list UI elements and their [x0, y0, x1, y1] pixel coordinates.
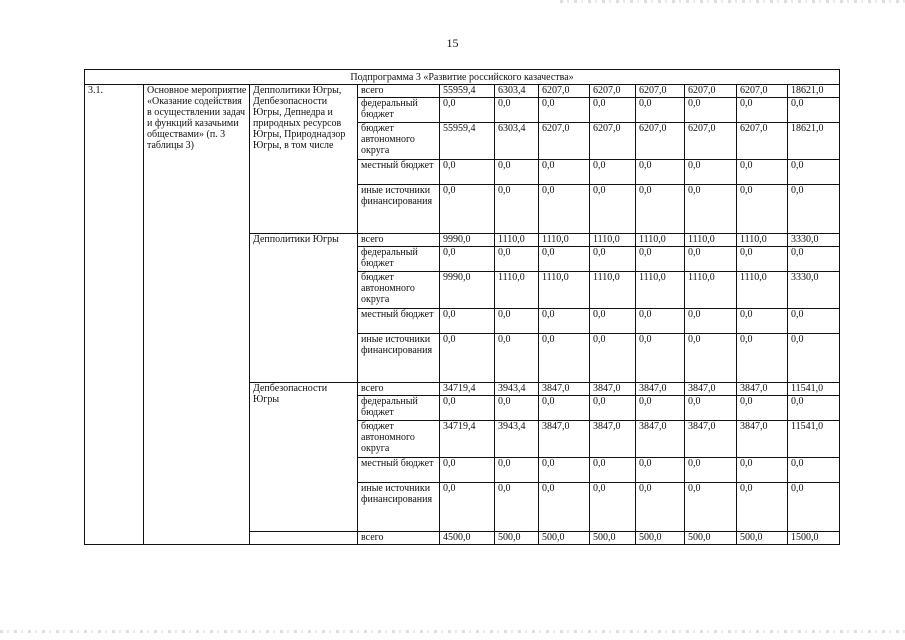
executor-cell [250, 532, 358, 545]
amount-cell: 0,0 [636, 98, 685, 123]
amount-cell: 0,0 [590, 98, 636, 123]
amount-cell: 0,0 [539, 247, 590, 272]
amount-cell: 4500,0 [440, 532, 495, 545]
amount-cell: 1110,0 [636, 234, 685, 247]
amount-cell: 0,0 [440, 309, 495, 334]
amount-cell: 0,0 [737, 98, 788, 123]
amount-cell: 0,0 [788, 458, 840, 483]
amount-cell: 1110,0 [737, 234, 788, 247]
amount-cell: 0,0 [685, 160, 737, 185]
amount-cell: 18621,0 [788, 123, 840, 160]
page-number: 15 [446, 36, 459, 50]
amount-cell: 3847,0 [685, 421, 737, 458]
amount-cell: 0,0 [685, 483, 737, 532]
amount-cell: 3943,4 [495, 421, 539, 458]
amount-cell: 11541,0 [788, 383, 840, 396]
amount-cell: 0,0 [440, 185, 495, 234]
amount-cell: 0,0 [495, 458, 539, 483]
amount-cell: 3943,4 [495, 383, 539, 396]
funding-source-cell: местный бюджет [358, 309, 440, 334]
amount-cell: 0,0 [440, 483, 495, 532]
amount-cell: 0,0 [685, 98, 737, 123]
funding-source-cell: иные источники финансирования [358, 483, 440, 532]
amount-cell: 0,0 [495, 334, 539, 383]
amount-cell: 0,0 [495, 185, 539, 234]
executor-cell: Депполитики Югры, Депбезопасности Югры, Депнедра и природных ресурсов Югры, Природнадзор Югры, в том числе [250, 85, 358, 234]
amount-cell: 0,0 [495, 396, 539, 421]
amount-cell: 0,0 [636, 247, 685, 272]
amount-cell: 1500,0 [788, 532, 840, 545]
amount-cell: 9990,0 [440, 234, 495, 247]
amount-cell: 0,0 [590, 483, 636, 532]
funding-source-cell: федеральный бюджет [358, 98, 440, 123]
amount-cell: 6207,0 [636, 85, 685, 98]
amount-cell: 0,0 [788, 98, 840, 123]
amount-cell: 0,0 [590, 334, 636, 383]
amount-cell: 3847,0 [539, 421, 590, 458]
amount-cell: 1110,0 [539, 234, 590, 247]
amount-cell: 0,0 [539, 185, 590, 234]
amount-cell: 6207,0 [685, 123, 737, 160]
amount-cell: 0,0 [685, 185, 737, 234]
funding-source-cell: иные источники финансирования [358, 185, 440, 234]
amount-cell: 0,0 [495, 160, 539, 185]
amount-cell: 6303,4 [495, 123, 539, 160]
amount-cell: 0,0 [788, 396, 840, 421]
amount-cell: 500,0 [495, 532, 539, 545]
amount-cell: 6207,0 [636, 123, 685, 160]
amount-cell: 1110,0 [737, 272, 788, 309]
amount-cell: 0,0 [440, 98, 495, 123]
amount-cell: 0,0 [539, 309, 590, 334]
amount-cell: 0,0 [590, 458, 636, 483]
amount-cell: 0,0 [539, 334, 590, 383]
amount-cell: 0,0 [737, 160, 788, 185]
amount-cell: 3847,0 [590, 421, 636, 458]
amount-cell: 55959,4 [440, 123, 495, 160]
amount-cell: 0,0 [788, 483, 840, 532]
amount-cell: 1110,0 [636, 272, 685, 309]
amount-cell: 9990,0 [440, 272, 495, 309]
amount-cell: 0,0 [788, 309, 840, 334]
amount-cell: 1110,0 [539, 272, 590, 309]
amount-cell: 0,0 [590, 185, 636, 234]
funding-source-cell: всего [358, 532, 440, 545]
amount-cell: 0,0 [788, 334, 840, 383]
amount-cell: 0,0 [539, 160, 590, 185]
funding-source-cell: иные источники финансирования [358, 334, 440, 383]
amount-cell: 0,0 [539, 396, 590, 421]
amount-cell: 0,0 [737, 247, 788, 272]
funding-source-cell: всего [358, 85, 440, 98]
subprogram-title: Подпрограмма 3 «Развитие российского казачества» [85, 70, 840, 85]
amount-cell: 1110,0 [590, 272, 636, 309]
amount-cell: 0,0 [440, 160, 495, 185]
amount-cell: 0,0 [495, 309, 539, 334]
amount-cell: 3847,0 [636, 421, 685, 458]
amount-cell: 0,0 [636, 396, 685, 421]
executor-cell: Депбезопасности Югры [250, 383, 358, 532]
amount-cell: 0,0 [590, 247, 636, 272]
amount-cell: 0,0 [440, 334, 495, 383]
amount-cell: 0,0 [636, 185, 685, 234]
amount-cell: 6303,4 [495, 85, 539, 98]
amount-cell: 500,0 [590, 532, 636, 545]
amount-cell: 6207,0 [590, 85, 636, 98]
amount-cell: 500,0 [636, 532, 685, 545]
amount-cell: 1110,0 [590, 234, 636, 247]
amount-cell: 0,0 [440, 247, 495, 272]
amount-cell: 6207,0 [590, 123, 636, 160]
amount-cell: 0,0 [539, 458, 590, 483]
amount-cell: 0,0 [590, 160, 636, 185]
amount-cell: 3847,0 [737, 383, 788, 396]
budget-table [84, 69, 840, 545]
funding-source-cell: всего [358, 383, 440, 396]
amount-cell: 500,0 [539, 532, 590, 545]
amount-cell: 6207,0 [685, 85, 737, 98]
funding-source-cell: бюджет автономного округа [358, 421, 440, 458]
amount-cell: 3847,0 [636, 383, 685, 396]
amount-cell: 0,0 [788, 247, 840, 272]
amount-cell: 0,0 [685, 309, 737, 334]
amount-cell: 0,0 [440, 396, 495, 421]
amount-cell: 1110,0 [685, 272, 737, 309]
amount-cell: 1110,0 [495, 272, 539, 309]
amount-cell: 34719,4 [440, 421, 495, 458]
amount-cell: 0,0 [636, 458, 685, 483]
amount-cell: 0,0 [495, 483, 539, 532]
funding-source-cell: бюджет автономного округа [358, 272, 440, 309]
funding-source-cell: бюджет автономного округа [358, 123, 440, 160]
amount-cell: 500,0 [685, 532, 737, 545]
amount-cell: 0,0 [788, 160, 840, 185]
amount-cell: 0,0 [737, 309, 788, 334]
amount-cell: 3330,0 [788, 234, 840, 247]
amount-cell: 0,0 [495, 98, 539, 123]
funding-source-cell: федеральный бюджет [358, 396, 440, 421]
amount-cell: 0,0 [636, 483, 685, 532]
amount-cell: 6207,0 [737, 123, 788, 160]
table-row [85, 85, 840, 98]
executor-cell: Депполитики Югры [250, 234, 358, 383]
amount-cell: 11541,0 [788, 421, 840, 458]
subprogram-title-row [85, 70, 840, 85]
amount-cell: 3847,0 [737, 421, 788, 458]
funding-source-cell: всего [358, 234, 440, 247]
amount-cell: 3847,0 [685, 383, 737, 396]
amount-cell: 0,0 [737, 396, 788, 421]
amount-cell: 55959,4 [440, 85, 495, 98]
amount-cell: 0,0 [737, 185, 788, 234]
amount-cell: 0,0 [590, 396, 636, 421]
amount-cell: 0,0 [590, 309, 636, 334]
amount-cell: 6207,0 [539, 123, 590, 160]
amount-cell: 0,0 [539, 98, 590, 123]
amount-cell: 0,0 [636, 160, 685, 185]
amount-cell: 500,0 [737, 532, 788, 545]
amount-cell: 0,0 [737, 483, 788, 532]
amount-cell: 18621,0 [788, 85, 840, 98]
amount-cell: 0,0 [495, 247, 539, 272]
amount-cell: 6207,0 [737, 85, 788, 98]
funding-source-cell: местный бюджет [358, 160, 440, 185]
amount-cell: 0,0 [685, 458, 737, 483]
amount-cell: 3847,0 [539, 383, 590, 396]
amount-cell: 0,0 [685, 396, 737, 421]
amount-cell: 0,0 [685, 334, 737, 383]
funding-source-cell: местный бюджет [358, 458, 440, 483]
funding-source-cell: федеральный бюджет [358, 247, 440, 272]
amount-cell: 34719,4 [440, 383, 495, 396]
amount-cell: 0,0 [737, 334, 788, 383]
amount-cell: 0,0 [539, 483, 590, 532]
amount-cell: 3847,0 [590, 383, 636, 396]
amount-cell: 0,0 [788, 185, 840, 234]
amount-cell: 0,0 [737, 458, 788, 483]
amount-cell: 6207,0 [539, 85, 590, 98]
amount-cell: 1110,0 [495, 234, 539, 247]
scan-edge-top [560, 0, 905, 3]
amount-cell: 1110,0 [685, 234, 737, 247]
amount-cell: 0,0 [636, 309, 685, 334]
scan-edge-bottom [0, 630, 905, 633]
amount-cell: 3330,0 [788, 272, 840, 309]
activity-cell: Основное мероприятие «Оказание содействия в осуществлении задач и функций казачьими обществами» (п. 3 таблицы 3) [144, 85, 250, 545]
amount-cell: 0,0 [440, 458, 495, 483]
row-number-cell: 3.1. [85, 85, 144, 545]
amount-cell: 0,0 [636, 334, 685, 383]
amount-cell: 0,0 [685, 247, 737, 272]
